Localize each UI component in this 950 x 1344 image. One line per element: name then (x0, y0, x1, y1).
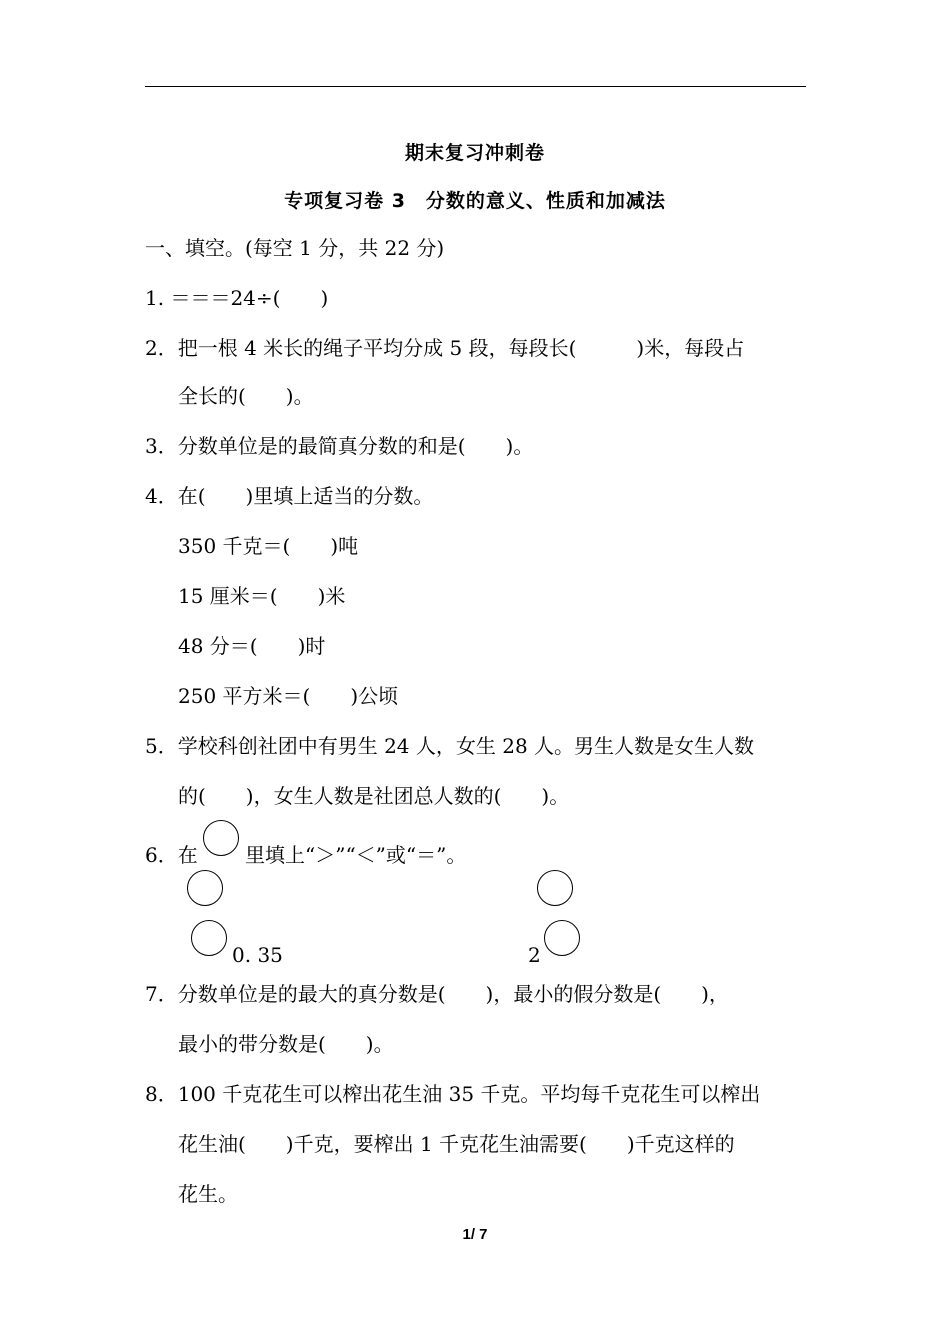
question-6-right-value: 2 (528, 943, 541, 967)
question-8-line-1: 8．100 千克花生可以榨出花生油 35 千克。平均每千克花生可以榨出 (145, 1082, 761, 1106)
comparison-circle-example (203, 820, 239, 856)
page-number: 1/ 7 (462, 1226, 488, 1243)
question-4-a: 350 千克＝( )吨 (178, 534, 359, 558)
page-subtitle: 专项复习卷 3 分数的意义、性质和加减法 (284, 190, 666, 212)
comparison-circle-4[interactable] (544, 920, 580, 956)
question-6-left-value: 0. 35 (232, 943, 283, 967)
comparison-circle-1[interactable] (187, 870, 223, 906)
comparison-circle-2[interactable] (537, 870, 573, 906)
question-4: 4．在( )里填上适当的分数。 (145, 484, 434, 508)
page-title: 期末复习冲刺卷 (404, 142, 545, 164)
question-5-line-2: 的( )，女生人数是社团总人数的( )。 (178, 784, 570, 808)
header-rule (145, 86, 806, 87)
question-3: 3．分数单位是的最简真分数的和是( )。 (145, 434, 534, 458)
question-8-line-2: 花生油( )千克，要榨出 1 千克花生油需要( )千克这样的 (178, 1132, 735, 1156)
question-8-line-3: 花生。 (178, 1182, 238, 1206)
question-7-line-1: 7．分数单位是的最大的真分数是( )，最小的假分数是( )， (145, 982, 729, 1006)
question-4-b: 15 厘米＝( )米 (178, 584, 346, 608)
question-2-line-1: 2．把一根 4 米长的绳子平均分成 5 段，每段长( )米，每段占 (145, 336, 745, 360)
question-5-line-1: 5．学校科创社团中有男生 24 人，女生 28 人。男生人数是女生人数 (145, 734, 755, 758)
question-7-line-2: 最小的带分数是( )。 (178, 1032, 394, 1056)
question-4-d: 250 平方米＝( )公顷 (178, 684, 399, 708)
comparison-circle-3[interactable] (191, 920, 227, 956)
question-6-prefix: 6．在 (145, 843, 198, 867)
section-heading: 一、填空。(每空 1 分，共 22 分) (145, 236, 445, 260)
question-4-c: 48 分＝( )时 (178, 634, 326, 658)
question-2-line-2: 全长的( )。 (178, 384, 314, 408)
question-1: 1. ＝＝＝24÷( ) (145, 286, 329, 310)
question-6-suffix: 里填上“＞”“＜”或“＝”。 (245, 843, 467, 867)
